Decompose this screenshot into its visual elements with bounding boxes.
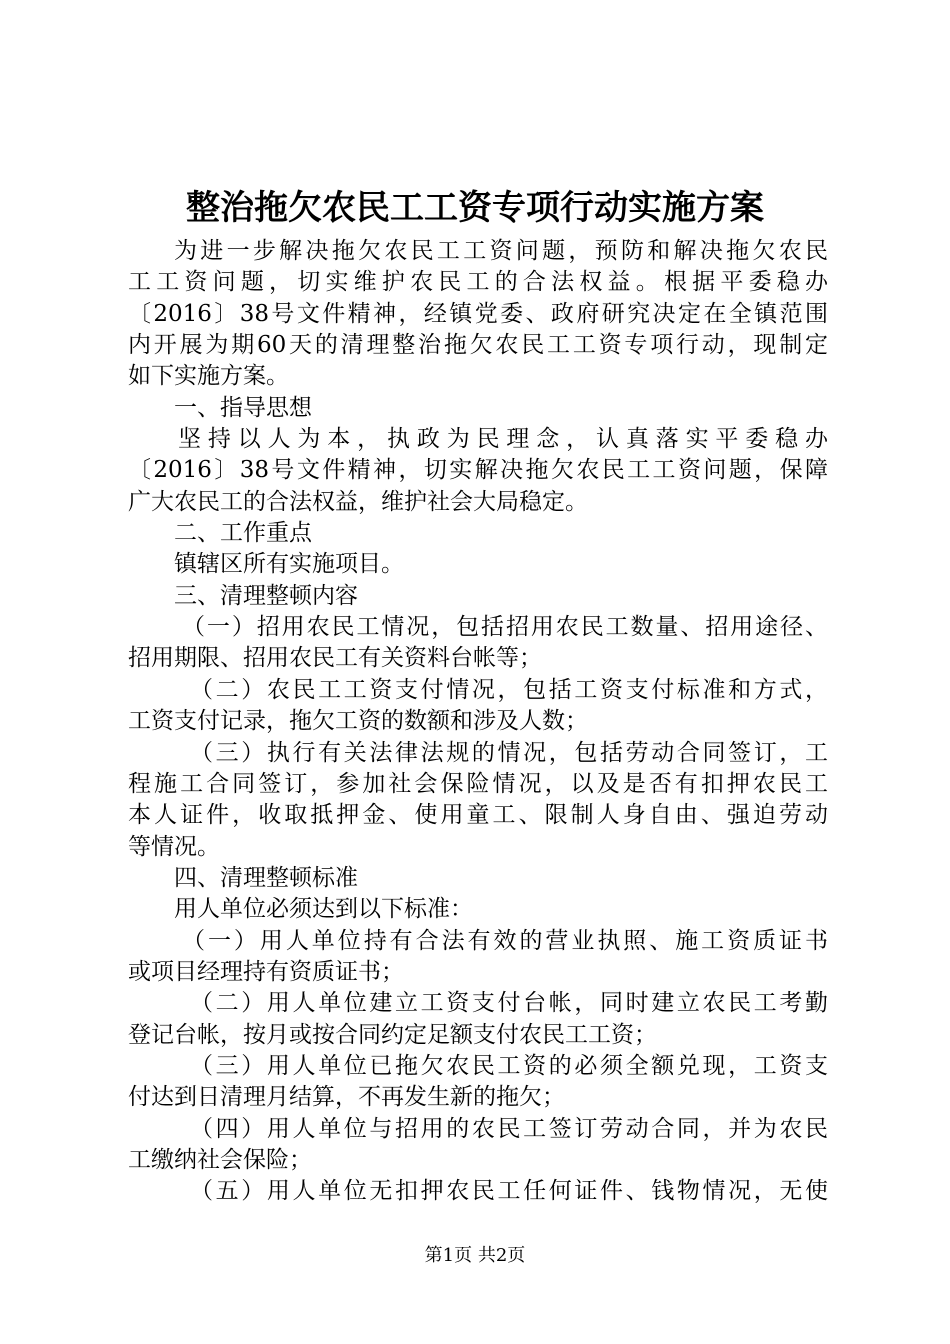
- list-item-line: 本人证件，收取抵押金、使用童工、限制人身自由、强迫劳动: [128, 802, 828, 829]
- paragraph-line: 用人单位必须达到以下标准：: [174, 896, 473, 923]
- paragraph-line: 〔2016〕38号文件精神，切实解决拖欠农民工工资问题，保障: [128, 457, 828, 484]
- paragraph-line: 如下实施方案。: [128, 363, 289, 390]
- list-item-line: 工资支付记录，拖欠工资的数额和涉及人数；: [128, 708, 588, 735]
- list-item-line: （一）用人单位持有合法有效的营业执照、施工资质证书: [182, 927, 828, 954]
- list-item-line: （三）执行有关法律法规的情况，包括劳动合同签订，工: [190, 739, 828, 766]
- paragraph-line: 为进一步解决拖欠农民工工资问题，预防和解决拖欠农民: [174, 238, 828, 264]
- section-heading: 四、清理整顿标准: [174, 864, 358, 891]
- list-item-line: （二）农民工工资支付情况，包括工资支付标准和方式，: [190, 676, 828, 703]
- document-body: [128, 236, 828, 1208]
- list-item-line: 程施工合同签订，参加社会保险情况，以及是否有扣押农民工: [128, 770, 828, 797]
- page-footer: 第1页 共2页: [424, 1245, 526, 1266]
- paragraph-line: 工工资问题，切实维护农民工的合法权益。根据平委稳办: [128, 269, 828, 296]
- paragraph-line: 〔2016〕38号文件精神，经镇党委、政府研究决定在全镇范围: [128, 300, 828, 327]
- list-item-line: 等情况。: [128, 833, 220, 860]
- list-item-line: 或项目经理持有资质证书；: [128, 958, 404, 985]
- paragraph-line: 内开展为期60天的清理整治拖欠农民工工资专项行动，现制定: [128, 332, 828, 359]
- list-item-line: （三）用人单位已拖欠农民工资的必须全额兑现，工资支: [190, 1052, 828, 1079]
- list-item-line: 招用期限、招用农民工有关资料台帐等；: [128, 645, 542, 672]
- list-item-line: 登记台帐，按月或按合同约定足额支付农民工工资；: [128, 1021, 657, 1048]
- paragraph-line: 广大农民工的合法权益，维护社会大局稳定。: [128, 488, 588, 515]
- document-title: 整治拖欠农民工工资专项行动实施方案: [186, 188, 764, 228]
- section-heading: 三、清理整顿内容: [174, 582, 358, 609]
- list-item-line: （一）招用农民工情况，包括招用农民工数量、招用途径、: [182, 614, 828, 641]
- list-item-line: （四）用人单位与招用的农民工签订劳动合同，并为农民: [190, 1115, 828, 1142]
- list-item-line: 付达到日清理月结算，不再发生新的拖欠；: [128, 1084, 565, 1111]
- paragraph-line: 镇辖区所有实施项目。: [174, 551, 404, 578]
- paragraph-line: 坚持以人为本，执政为民理念，认真落实平委稳办: [178, 426, 828, 453]
- section-heading: 一、指导思想: [174, 394, 312, 421]
- list-item-line: （二）用人单位建立工资支付台帐，同时建立农民工考勤: [190, 990, 828, 1017]
- list-item-line: 工缴纳社会保险；: [128, 1146, 312, 1173]
- list-item-line: （五）用人单位无扣押农民工任何证件、钱物情况，无使: [190, 1178, 828, 1205]
- section-heading: 二、工作重点: [174, 520, 312, 547]
